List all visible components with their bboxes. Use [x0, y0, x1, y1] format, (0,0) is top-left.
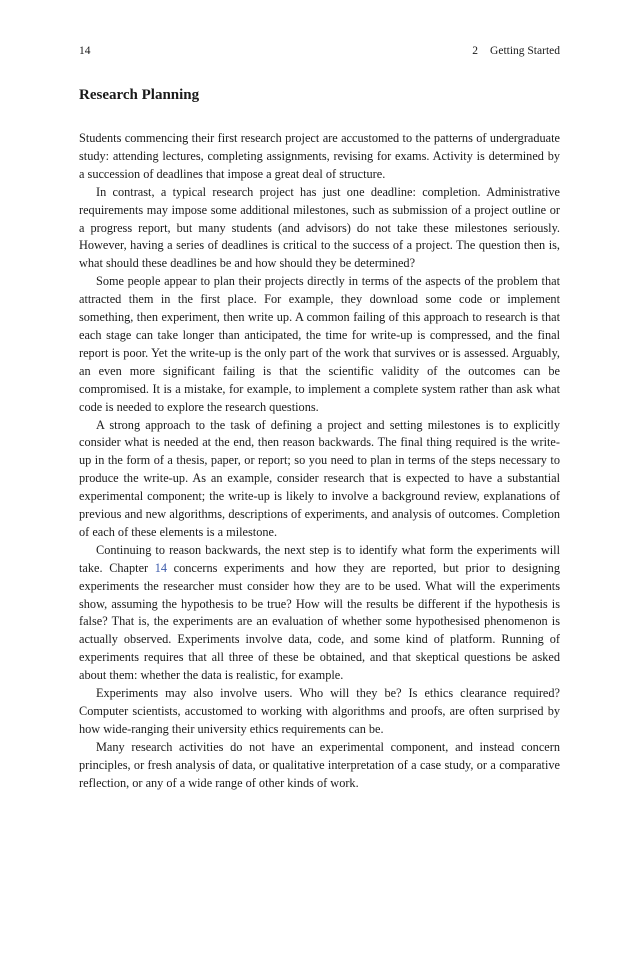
chapter-title: Getting Started [490, 45, 560, 57]
paragraph-3: Some people appear to plan their projects directly in terms of the aspects of the problem that attracted them in the first place. For example, they download some code or implement something, then experiment, then write up. A common failing of this approach to research is that each stage can take longer than anticipated, the time for write-up is compressed, and the final report is poor. Yet the write-up is the only part of the work that survives or is assessed. Arguably, an even more significant failing is that the scientific validity of the outcomes can be compromised. It is a mistake, for example, to implement a complete system rather than ask what code is needed to explore the research questions. [79, 274, 560, 414]
paragraph-4: A strong approach to the task of defining a project and setting milestones is to explicitly consider what is needed at the end, then reason backwards. The final thing required is the write-up in the form of a thesis, paper, or report; so you need to plan in terms of the steps necessary to produce the write-up. As an example, consider research that is expected to have a substantial experimental component; the write-up is likely to involve a background review, explanations of previous and new algorithms, descriptions of experiments, and analysis of outcomes. Completion of each of these elements is a milestone. [79, 417, 560, 539]
paragraph-7: Many research activities do not have an experimental component, and instead concern principles, or fresh analysis of data, or qualitative interpretation of a case study, or a comparative reflection, or any of a wide range of other kinds of work. [79, 739, 560, 790]
paragraph-5 [79, 542, 560, 685]
paragraph-6: Experiments may also involve users. Who will they be? Is ethics clearance required? Computer scientists, accustomed to working with algorithms and proofs, are often surprised by how wide-ranging their university ethics requirements can be. [79, 686, 560, 736]
paragraph-1: Students commencing their first research project are accustomed to the patterns of undergraduate study: attending lectures, completing assignments, revising for exams. Activity is determined by a succession of deadlines that impose a great deal of structure. [79, 131, 560, 181]
paragraph-5-text-start: Continuing to reason backwards, the next step is to identify what form the experiments will take. Chapter [79, 542, 560, 575]
section-title: Research Planning [79, 87, 200, 103]
running-head [79, 44, 560, 58]
paragraph-2: In contrast, a typical research project has just one deadline: completion. Administrative requirements may impose some additional milestones, such as submission of a project outline or a progress report, but many students (and advisors) do not take these milestones seriously. However, having a series of deadlines is critical to the success of a project. The question then is, what should these deadlines be and how should they be determined? [79, 184, 560, 271]
chapter-cross-reference-link[interactable]: 14 [154, 560, 168, 575]
chapter-label [472, 44, 560, 58]
chapter-number: 2 [472, 45, 479, 57]
page [79, 44, 560, 793]
paragraph-5-text-end: concerns experiments and how they are reported, but prior to designing experiments the researcher must consider how they are to be used. What will the experiments show, assuming the hypothesis to be true? How will the results be different if the hypothesis is false? That is, the experiments are an evaluation of whether some hypothesised phenomenon is actually observed. Experiments involve data, code, and some kind of platform. Running of experiments requires that all three of these be obtained, and that skeptical questions be asked about them: whether the data is realistic, for example. [79, 560, 560, 683]
page-number: 14 [79, 45, 91, 57]
